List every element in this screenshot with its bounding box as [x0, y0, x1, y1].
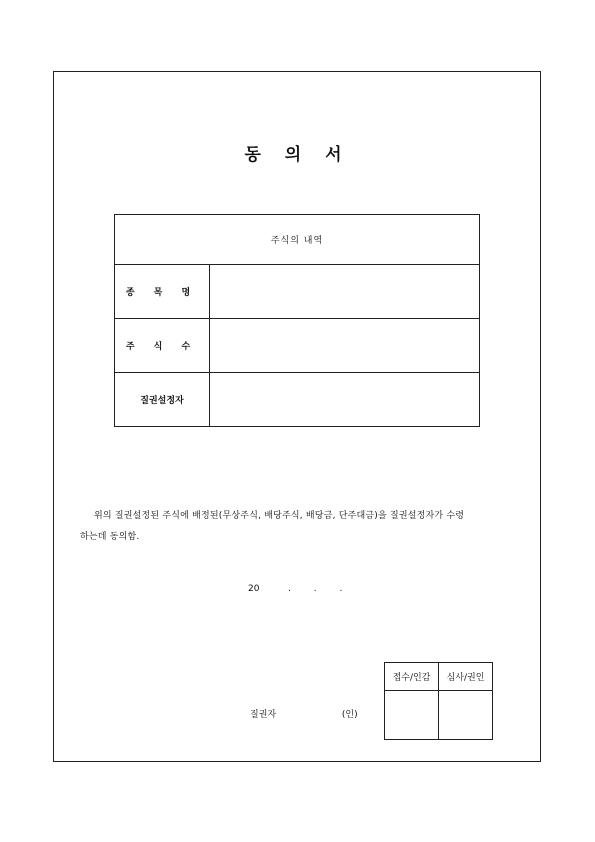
date-prefix: 20: [248, 584, 260, 594]
table-row: [115, 265, 480, 319]
share-count-value[interactable]: [210, 319, 480, 373]
item-name-label: 종 목 명: [115, 265, 210, 319]
approval-table: [384, 662, 493, 740]
document-title: 동 의 서: [244, 145, 351, 165]
pledgor-value[interactable]: [210, 373, 480, 427]
pledgor-label: 질권설정자: [115, 373, 210, 427]
seal-label: (인): [341, 710, 358, 720]
stock-detail-caption: 주식의 내역: [115, 215, 480, 265]
share-count-label: 주 식 수: [115, 319, 210, 373]
table-row: [115, 373, 480, 427]
date-line: [248, 584, 342, 594]
agreement-line-2: 하는데 동의함.: [80, 532, 140, 542]
agreement-text: [80, 506, 520, 548]
agreement-line-1: 위의 질권설정된 주식에 배정된(무상주식, 배당주식, 배당금, 단주대금)을 질권설정자가 수령: [94, 511, 465, 521]
review-header: 심사/권인: [439, 663, 493, 691]
table-row: [115, 319, 480, 373]
item-name-value[interactable]: [210, 265, 480, 319]
receipt-seal-header: 접수/인감: [385, 663, 439, 691]
review-box[interactable]: [439, 691, 493, 740]
signer-label: 질권자: [250, 710, 277, 720]
stock-detail-table: [114, 214, 480, 427]
date-dots: . . .: [288, 584, 343, 594]
receipt-seal-box[interactable]: [385, 691, 439, 740]
signer-line: [250, 707, 358, 720]
